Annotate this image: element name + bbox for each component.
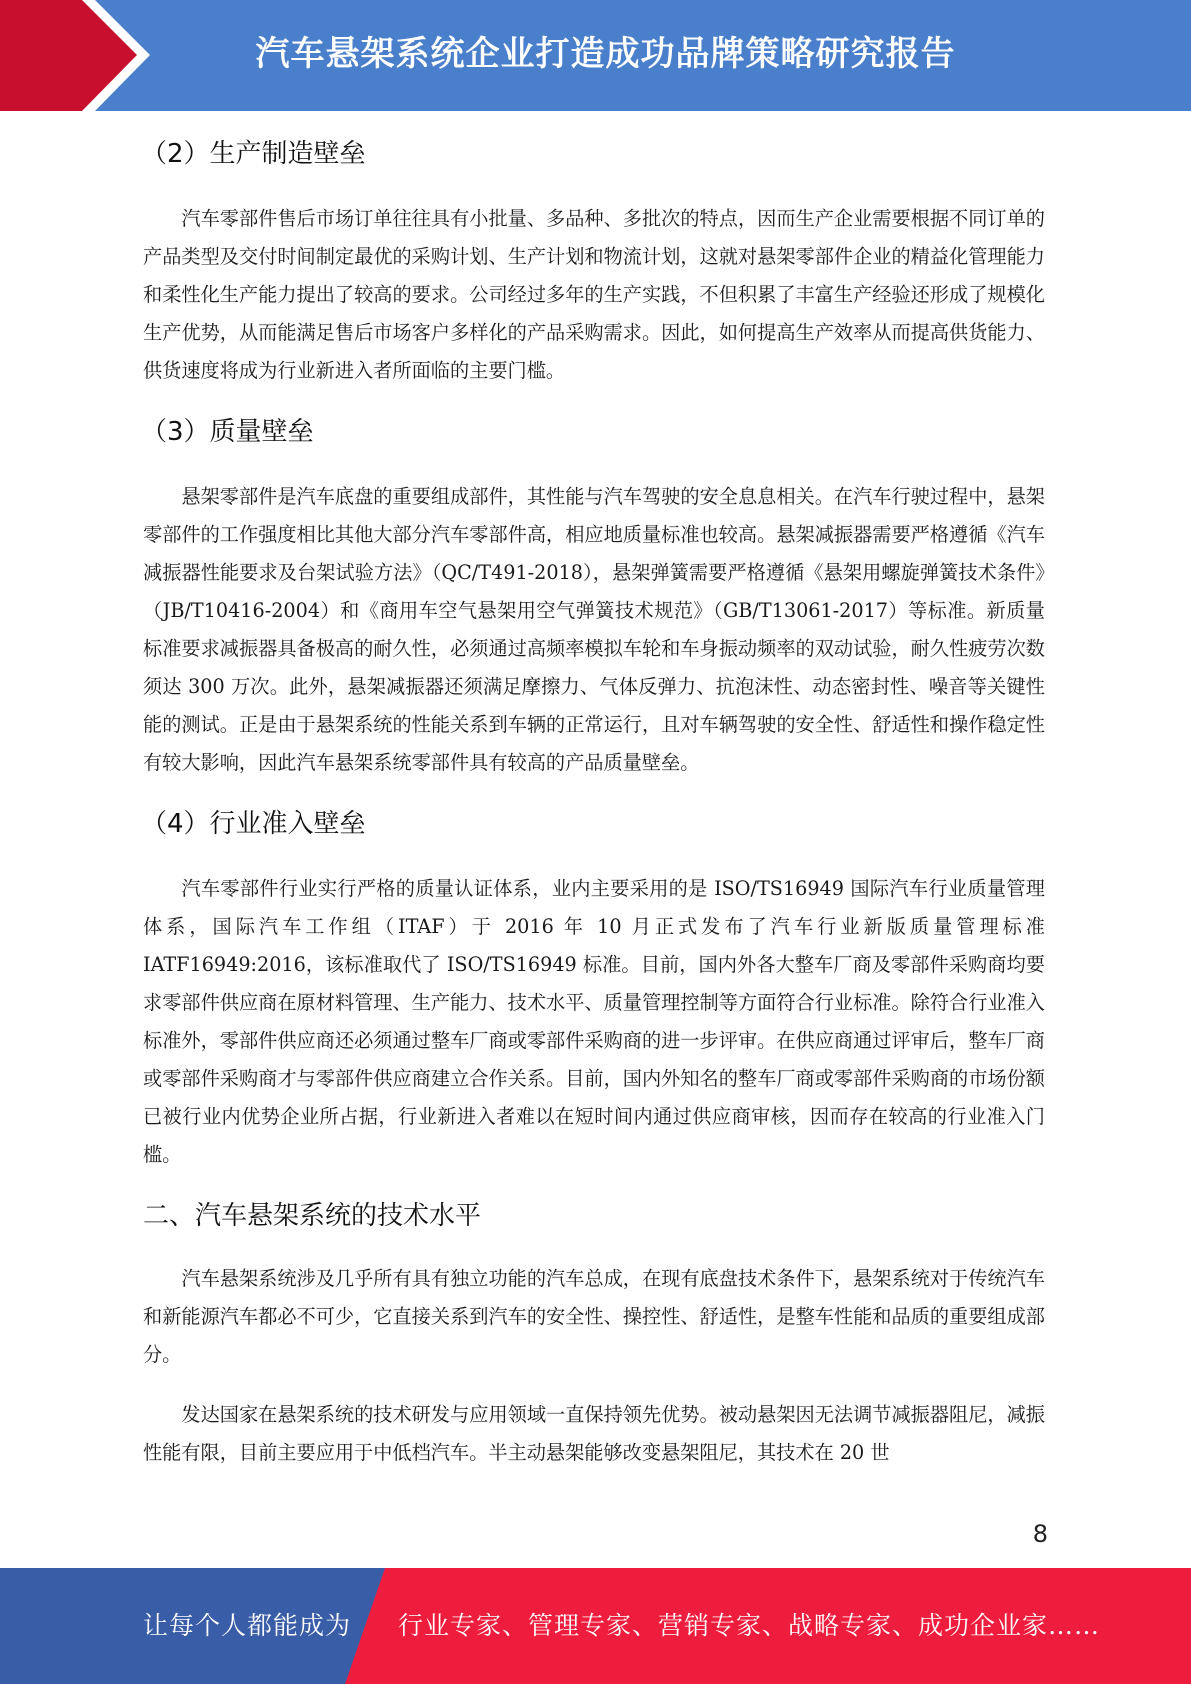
page-number: 8 [1032,1520,1048,1548]
footer-slogan-right: 行业专家、管理专家、营销专家、战略专家、成功企业家…… [398,1611,1101,1640]
paragraph: 发达国家在悬架系统的技术研发与应用领域一直保持领先优势。被动悬架因无法调节减振器阻尼，减振性能有限，目前主要应用于中低档汽车。半主动悬架能够改变悬架阻尼，其技术在 20 世 [143,1403,1045,1464]
section-heading: （2）生产制造壁垒 [141,139,366,169]
chapter-heading: 二、汽车悬架系统的技术水平 [143,1201,482,1231]
page-footer [0,1568,1191,1684]
paragraph: 悬架零部件是汽车底盘的重要组成部件，其性能与汽车驾驶的安全息息相关。在汽车行驶过程中，悬架零部件的工作强度相比其他大部分汽车零部件高，相应地质量标准也较高。悬架减振器需要严格遵循《汽车减振器性能要求及台架试验方法》（QC/T491-2018），悬架弹簧需要严格遵循《悬架用螺旋弹簧技术条件》（JB/T10416-2004）和《商用车空气悬架用空气弹簧技术规范》（GB/T13061-2017）等标准。新质量标准要求减振器具备极高的耐久性，必须通过高频率模拟车轮和车身振动频率的双动试验，耐久性疲劳次数须达 300 万次。此外，悬架减振器还须满足摩擦力、气体反弹力、抗泡沫性、动态密封性、噪音等关键性能的测试。正是由于悬架系统的性能关系到车辆的正常运行，且对车辆驾驶的安全性、舒适性和操作稳定性有较大影响，因此汽车悬架系统零部件具有较高的产品质量壁垒。 [143,485,1045,774]
report-title: 汽车悬架系统企业打造成功品牌策略研究报告 [255,34,956,74]
footer-slogan-left: 让每个人都能成为 [143,1611,352,1640]
section-heading: （4）行业准入壁垒 [141,809,366,839]
document-body [143,118,1045,1494]
paragraph: 汽车零部件行业实行严格的质量认证体系，业内主要采用的是 ISO/TS16949 国际汽车行业质量管理体系，国际汽车工作组（ITAF）于 2016 年 10 月正式发布了汽车行业新版质量管理标准 IATF16949:2016，该标准取代了 ISO/TS16949 标准。目前，国内外各大整车厂商及零部件采购商均要求零部件供应商在原材料管理、生产能力、技术水平、质量管理控制等方面符合行业标准。除符合行业准入标准外，零部件供应商还必须通过整车厂商或零部件采购商的进一步评审。在供应商通过评审后，整车厂商或零部件采购商才与零部件供应商建立合作关系。目前，国内外知名的整车厂商或零部件采购商的市场份额已被行业内优势企业所占据，行业新进入者难以在短时间内通过供应商审核，因而存在较高的行业准入门槛。 [143,877,1045,1166]
paragraph: 汽车零部件售后市场订单往往具有小批量、多品种、多批次的特点，因而生产企业需要根据不同订单的产品类型及交付时间制定最优的采购计划、生产计划和物流计划，这就对悬架零部件企业的精益化管理能力和柔性化生产能力提出了较高的要求。公司经过多年的生产实践，不但积累了丰富生产经验还形成了规模化生产优势，从而能满足售后市场客户多样化的产品采购需求。因此，如何提高生产效率从而提高供货能力、供货速度将成为行业新进入者所面临的主要门槛。 [143,207,1045,382]
paragraph: 汽车悬架系统涉及几乎所有具有独立功能的汽车总成，在现有底盘技术条件下，悬架系统对于传统汽车和新能源汽车都必不可少，它直接关系到汽车的安全性、操控性、舒适性，是整车性能和品质的重要组成部分。 [143,1267,1045,1366]
section-heading: （3）质量壁垒 [141,417,314,447]
page-header [0,0,1191,111]
